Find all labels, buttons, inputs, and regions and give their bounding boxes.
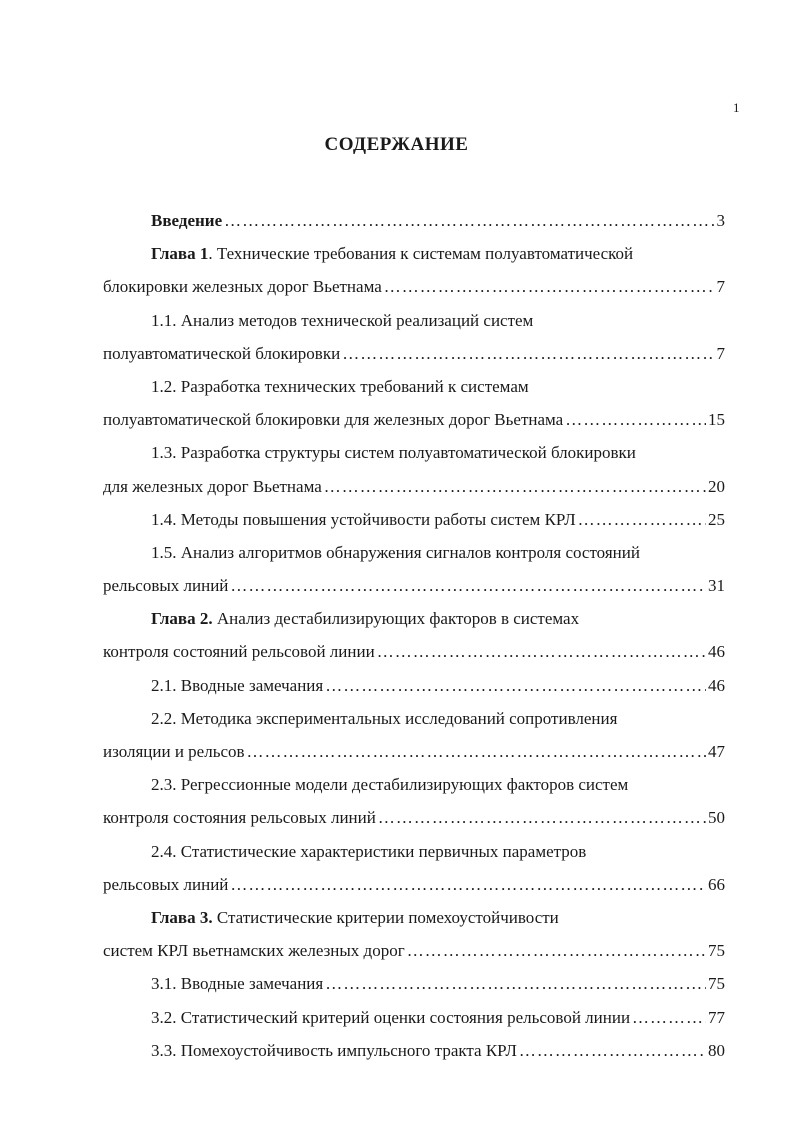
- toc-entry-text: полуавтоматической блокировки: [103, 344, 341, 363]
- leader-dots: [519, 1040, 706, 1062]
- toc-page-number: 80: [708, 1041, 725, 1060]
- toc-entry-text: Статистические критерии помехоустойчивости: [212, 908, 559, 927]
- toc-page-number: 75: [708, 974, 725, 993]
- toc-entry-chapter-3-continued[interactable]: [103, 940, 725, 962]
- toc-entry-text: рельсовых линий: [103, 576, 229, 595]
- leader-dots: [230, 575, 706, 597]
- toc-page-number: 15: [708, 410, 725, 429]
- toc-page-number: 7: [716, 277, 725, 296]
- leader-dots: [578, 509, 706, 531]
- leader-dots: [325, 675, 706, 697]
- toc-entry-text: 1.2. Разработка технических требований к системам: [151, 377, 529, 396]
- toc-entry-section-1-5-continued[interactable]: [103, 575, 725, 597]
- toc-entry-section-2-4-continued[interactable]: [103, 874, 725, 896]
- toc-entry-text: рельсовых линий: [103, 875, 229, 894]
- leader-dots: [342, 343, 714, 365]
- leader-dots: [407, 940, 706, 962]
- toc-entry-section-3-2[interactable]: [151, 1007, 725, 1029]
- leader-dots: [247, 741, 706, 763]
- toc-entry-label: Глава 1: [151, 244, 209, 263]
- leader-dots: [378, 807, 706, 829]
- toc-entry-section-2-3-continued[interactable]: [103, 807, 725, 829]
- page-number: 1: [733, 100, 740, 115]
- toc-entry-section-2-3[interactable]: [151, 774, 725, 796]
- leader-dots: [632, 1007, 706, 1029]
- toc-entry-text: для железных дорог Вьетнама: [103, 477, 322, 496]
- toc-entry-text: . Технические требования к системам полуавтоматической: [208, 244, 634, 263]
- toc-page-number: 31: [708, 576, 725, 595]
- toc-entry-text: контроля состояния рельсовых линий: [103, 808, 376, 827]
- toc-entry-chapter-3[interactable]: [151, 907, 725, 929]
- toc-entry-label: Введение: [151, 211, 223, 230]
- leader-dots: [324, 476, 706, 498]
- toc-entry-text: 1.3. Разработка структуры систем полуавтоматической блокировки: [151, 443, 636, 462]
- toc-entry-text: блокировки железных дорог Вьетнама: [103, 277, 382, 296]
- toc-entry-section-2-2-continued[interactable]: [103, 741, 725, 763]
- toc-page-number: 75: [708, 941, 725, 960]
- toc-entry-text: 2.1. Вводные замечания: [151, 676, 324, 695]
- leader-dots: [384, 276, 715, 298]
- toc-entry-section-3-1[interactable]: [151, 973, 725, 995]
- toc-entry-text: систем КРЛ вьетнамских железных дорог: [103, 941, 405, 960]
- toc-page-number: 25: [708, 510, 725, 529]
- toc-entry-section-1-2-continued[interactable]: [103, 409, 725, 431]
- toc-entry-text: 3.2. Статистический критерий оценки состояния рельсовой линии: [151, 1008, 631, 1027]
- toc-entry-text: Анализ дестабилизирующих факторов в системах: [212, 609, 580, 628]
- toc-page-number: 3: [716, 211, 725, 230]
- toc-page-number: 46: [708, 676, 725, 695]
- toc-entry-text: 3.3. Помехоустойчивость импульсного тракта КРЛ: [151, 1041, 517, 1060]
- page-title: СОДЕРЖАНИЕ: [324, 134, 469, 155]
- toc-entry-text: 2.3. Регрессионные модели дестабилизирующих факторов систем: [151, 775, 629, 794]
- leader-dots: [565, 409, 706, 431]
- toc-entry-text: 3.1. Вводные замечания: [151, 974, 324, 993]
- toc-page-number: 47: [708, 742, 725, 761]
- toc-entry-text: изоляции и рельсов: [103, 742, 245, 761]
- toc-entry-label: Глава 2.: [151, 609, 213, 628]
- toc-entry-section-2-4[interactable]: [151, 841, 725, 863]
- toc-entry-section-1-2[interactable]: [151, 376, 725, 398]
- toc-entry-section-3-3[interactable]: [151, 1040, 725, 1062]
- toc-entry-section-2-1[interactable]: [151, 675, 725, 697]
- toc-page-number: 77: [708, 1008, 725, 1027]
- toc-entry-text: 2.4. Статистические характеристики первичных параметров: [151, 842, 587, 861]
- leader-dots: [325, 973, 706, 995]
- toc-entry-text: 1.5. Анализ алгоритмов обнаружения сигналов контроля состояний: [151, 543, 640, 562]
- toc-entry-chapter-1[interactable]: [151, 243, 725, 265]
- toc-entry-section-1-3-continued[interactable]: [103, 476, 725, 498]
- toc-page-number: 20: [708, 477, 725, 496]
- toc-entry-section-2-2[interactable]: [151, 708, 725, 730]
- toc-entry-section-1-1[interactable]: [151, 310, 725, 332]
- toc-entry-text: 1.1. Анализ методов технической реализаций систем: [151, 311, 534, 330]
- toc-entry-section-1-3[interactable]: [151, 442, 725, 464]
- toc-entry-chapter-1-continued[interactable]: [103, 276, 725, 298]
- leader-dots: [377, 641, 706, 663]
- toc-entry-text: 1.4. Методы повышения устойчивости работы систем КРЛ: [151, 510, 576, 529]
- toc-entry-text: полуавтоматической блокировки для железных дорог Вьетнама: [103, 410, 564, 429]
- leader-dots: [230, 874, 706, 896]
- toc-entry-chapter-2-continued[interactable]: [103, 641, 725, 663]
- toc-entry-text: контроля состояний рельсовой линии: [103, 642, 375, 661]
- toc-entry-label: Глава 3.: [151, 908, 213, 927]
- toc-entry-section-1-5[interactable]: [151, 542, 725, 564]
- toc-entry-chapter-2[interactable]: [151, 608, 725, 630]
- toc-entry-introduction[interactable]: [151, 210, 725, 232]
- toc-entry-section-1-1-continued[interactable]: [103, 343, 725, 365]
- toc-entry-section-1-4[interactable]: [151, 509, 725, 531]
- toc-page-number: 7: [716, 344, 725, 363]
- toc-page-number: 46: [708, 642, 725, 661]
- leader-dots: [224, 210, 714, 232]
- toc-entry-text: 2.2. Методика экспериментальных исследований сопротивления: [151, 709, 618, 728]
- toc-page-number: 50: [708, 808, 725, 827]
- toc-page-number: 66: [708, 875, 725, 894]
